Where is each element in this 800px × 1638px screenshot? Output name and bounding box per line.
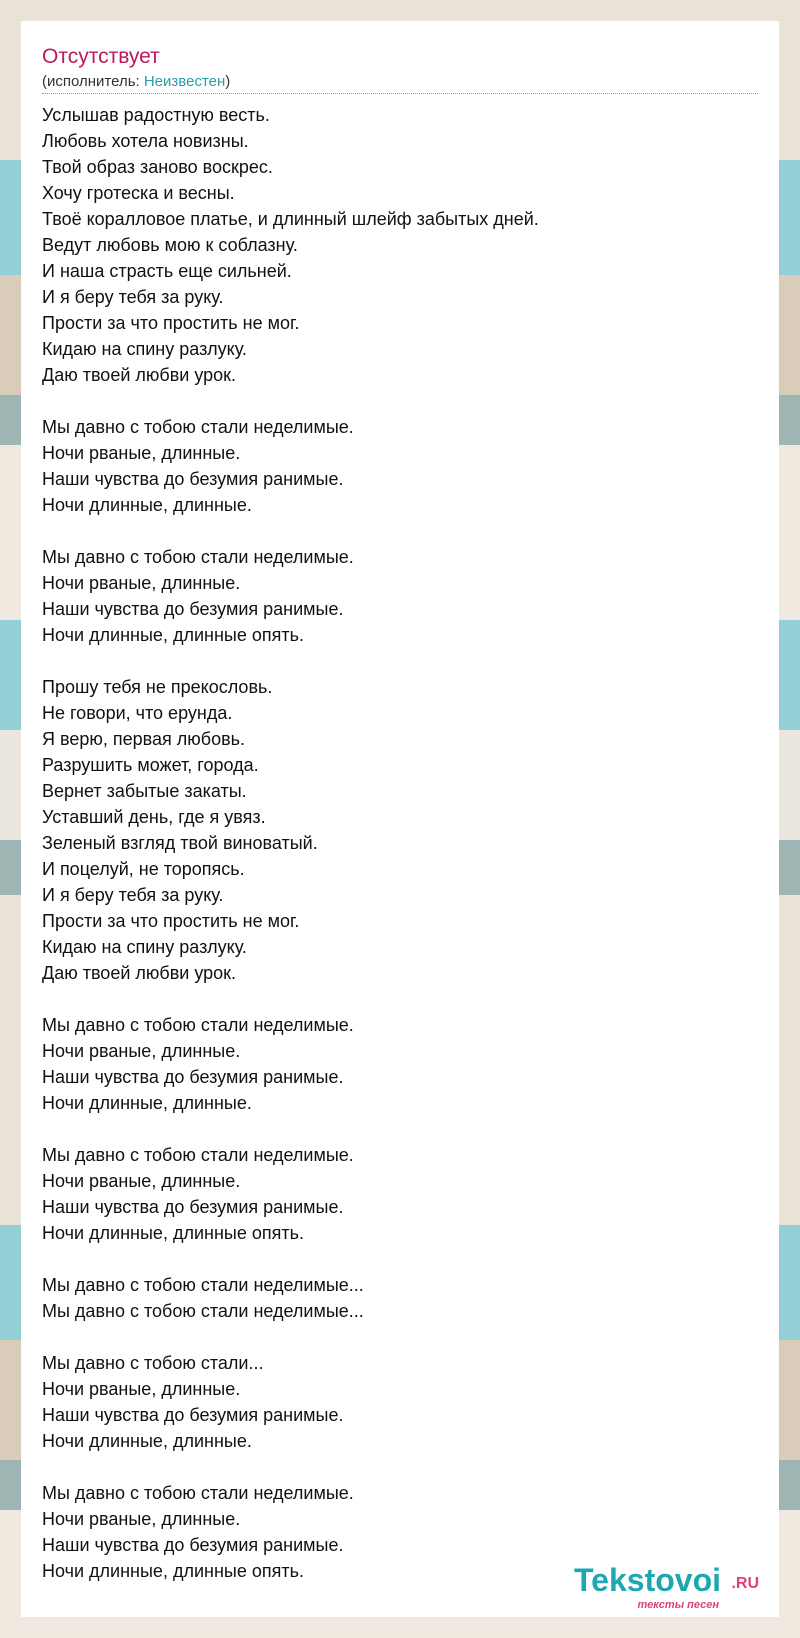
lyric-line: Мы давно с тобою стали... xyxy=(42,1353,264,1373)
artist-link[interactable]: Неизвестен xyxy=(143,73,226,90)
stanza-gap xyxy=(42,1246,752,1272)
lyric-line: Кидаю на спину разлуку. xyxy=(42,937,247,957)
lyric-line: Разрушить может, города. xyxy=(42,755,259,775)
lyric-line: Прошу тебя не прекословь. xyxy=(42,677,273,697)
song-title: Отсутствует xyxy=(42,45,160,68)
lyric-line: Твой образ заново воскрес. xyxy=(42,157,273,177)
lyric-line: Мы давно с тобою стали неделимые... xyxy=(42,1275,364,1295)
lyric-line: Мы давно с тобою стали неделимые. xyxy=(42,1483,354,1503)
lyrics-card xyxy=(21,21,779,1617)
lyric-line: И я беру тебя за руку. xyxy=(42,287,224,307)
lyric-line: Мы давно с тобою стали неделимые. xyxy=(42,1145,354,1165)
lyric-line: Ночи длинные, длинные опять. xyxy=(42,625,304,645)
site-logo[interactable] xyxy=(539,1561,759,1611)
lyric-line: Ночи длинные, длинные. xyxy=(42,1093,252,1113)
logo-wordmark: Tekstovoi xyxy=(574,1562,721,1598)
artist-suffix: ) xyxy=(225,73,231,90)
lyric-line: Я верю, первая любовь. xyxy=(42,729,246,749)
lyric-line: Прости за что простить не мог. xyxy=(42,313,300,333)
artist-prefix: (исполнитель: xyxy=(42,73,144,90)
stanza-gap xyxy=(42,986,752,1012)
lyric-line: Наши чувства до безумия ранимые. xyxy=(42,1067,344,1087)
lyric-line: Ночи длинные, длинные. xyxy=(42,495,252,515)
lyric-line: Любовь хотела новизны. xyxy=(42,131,249,151)
lyric-line: Наши чувства до безумия ранимые. xyxy=(42,599,344,619)
artist-line xyxy=(42,73,230,90)
lyric-line: Ночи рваные, длинные. xyxy=(42,1171,241,1191)
lyric-line: Мы давно с тобою стали неделимые. xyxy=(42,417,354,437)
lyric-line: Даю твоей любви урок. xyxy=(42,963,237,983)
lyric-line: Хочу гротеска и весны. xyxy=(42,183,235,203)
title-divider xyxy=(42,93,758,94)
logo-tld: .RU xyxy=(731,1575,759,1592)
lyric-line: И наша страсть еще сильней. xyxy=(42,261,292,281)
lyric-line: Ночи длинные, длинные опять. xyxy=(42,1561,304,1581)
lyrics-text xyxy=(42,102,752,1584)
stanza-gap xyxy=(42,1324,752,1350)
lyric-line: Кидаю на спину разлуку. xyxy=(42,339,247,359)
logo-tagline: тексты песен xyxy=(637,1599,719,1611)
lyric-line: Ночи рваные, длинные. xyxy=(42,1509,241,1529)
lyric-line: Ночи рваные, длинные. xyxy=(42,443,241,463)
lyric-line: Услышав радостную весть. xyxy=(42,105,270,125)
lyric-line: Наши чувства до безумия ранимые. xyxy=(42,1405,344,1425)
lyric-line: И я беру тебя за руку. xyxy=(42,885,224,905)
lyric-line: Вернет забытые закаты. xyxy=(42,781,247,801)
lyric-line: Ночи рваные, длинные. xyxy=(42,1041,241,1061)
lyric-line: И поцелуй, не торопясь. xyxy=(42,859,245,879)
lyric-line: Ночи длинные, длинные опять. xyxy=(42,1223,304,1243)
lyric-line: Ведут любовь мою к соблазну. xyxy=(42,235,298,255)
lyric-line: Ночи длинные, длинные. xyxy=(42,1431,252,1451)
lyric-line: Ночи рваные, длинные. xyxy=(42,1379,241,1399)
stanza-gap xyxy=(42,388,752,414)
stanza-gap xyxy=(42,518,752,544)
stanza-gap xyxy=(42,648,752,674)
stanza-gap xyxy=(42,1116,752,1142)
lyric-line: Мы давно с тобою стали неделимые. xyxy=(42,547,354,567)
lyric-line: Прости за что простить не мог. xyxy=(42,911,300,931)
lyric-line: Наши чувства до безумия ранимые. xyxy=(42,1197,344,1217)
lyric-line: Зеленый взгляд твой виноватый. xyxy=(42,833,318,853)
lyric-line: Ночи рваные, длинные. xyxy=(42,573,241,593)
lyric-line: Мы давно с тобою стали неделимые... xyxy=(42,1301,364,1321)
lyric-line: Мы давно с тобою стали неделимые. xyxy=(42,1015,354,1035)
lyric-line: Уставший день, где я увяз. xyxy=(42,807,266,827)
lyric-line: Твоё коралловое платье, и длинный шлейф забытых дней. xyxy=(42,209,539,229)
lyric-line: Наши чувства до безумия ранимые. xyxy=(42,1535,344,1555)
lyric-line: Наши чувства до безумия ранимые. xyxy=(42,469,344,489)
lyric-line: Не говори, что ерунда. xyxy=(42,703,233,723)
lyric-line: Даю твоей любви урок. xyxy=(42,365,237,385)
stanza-gap xyxy=(42,1454,752,1480)
